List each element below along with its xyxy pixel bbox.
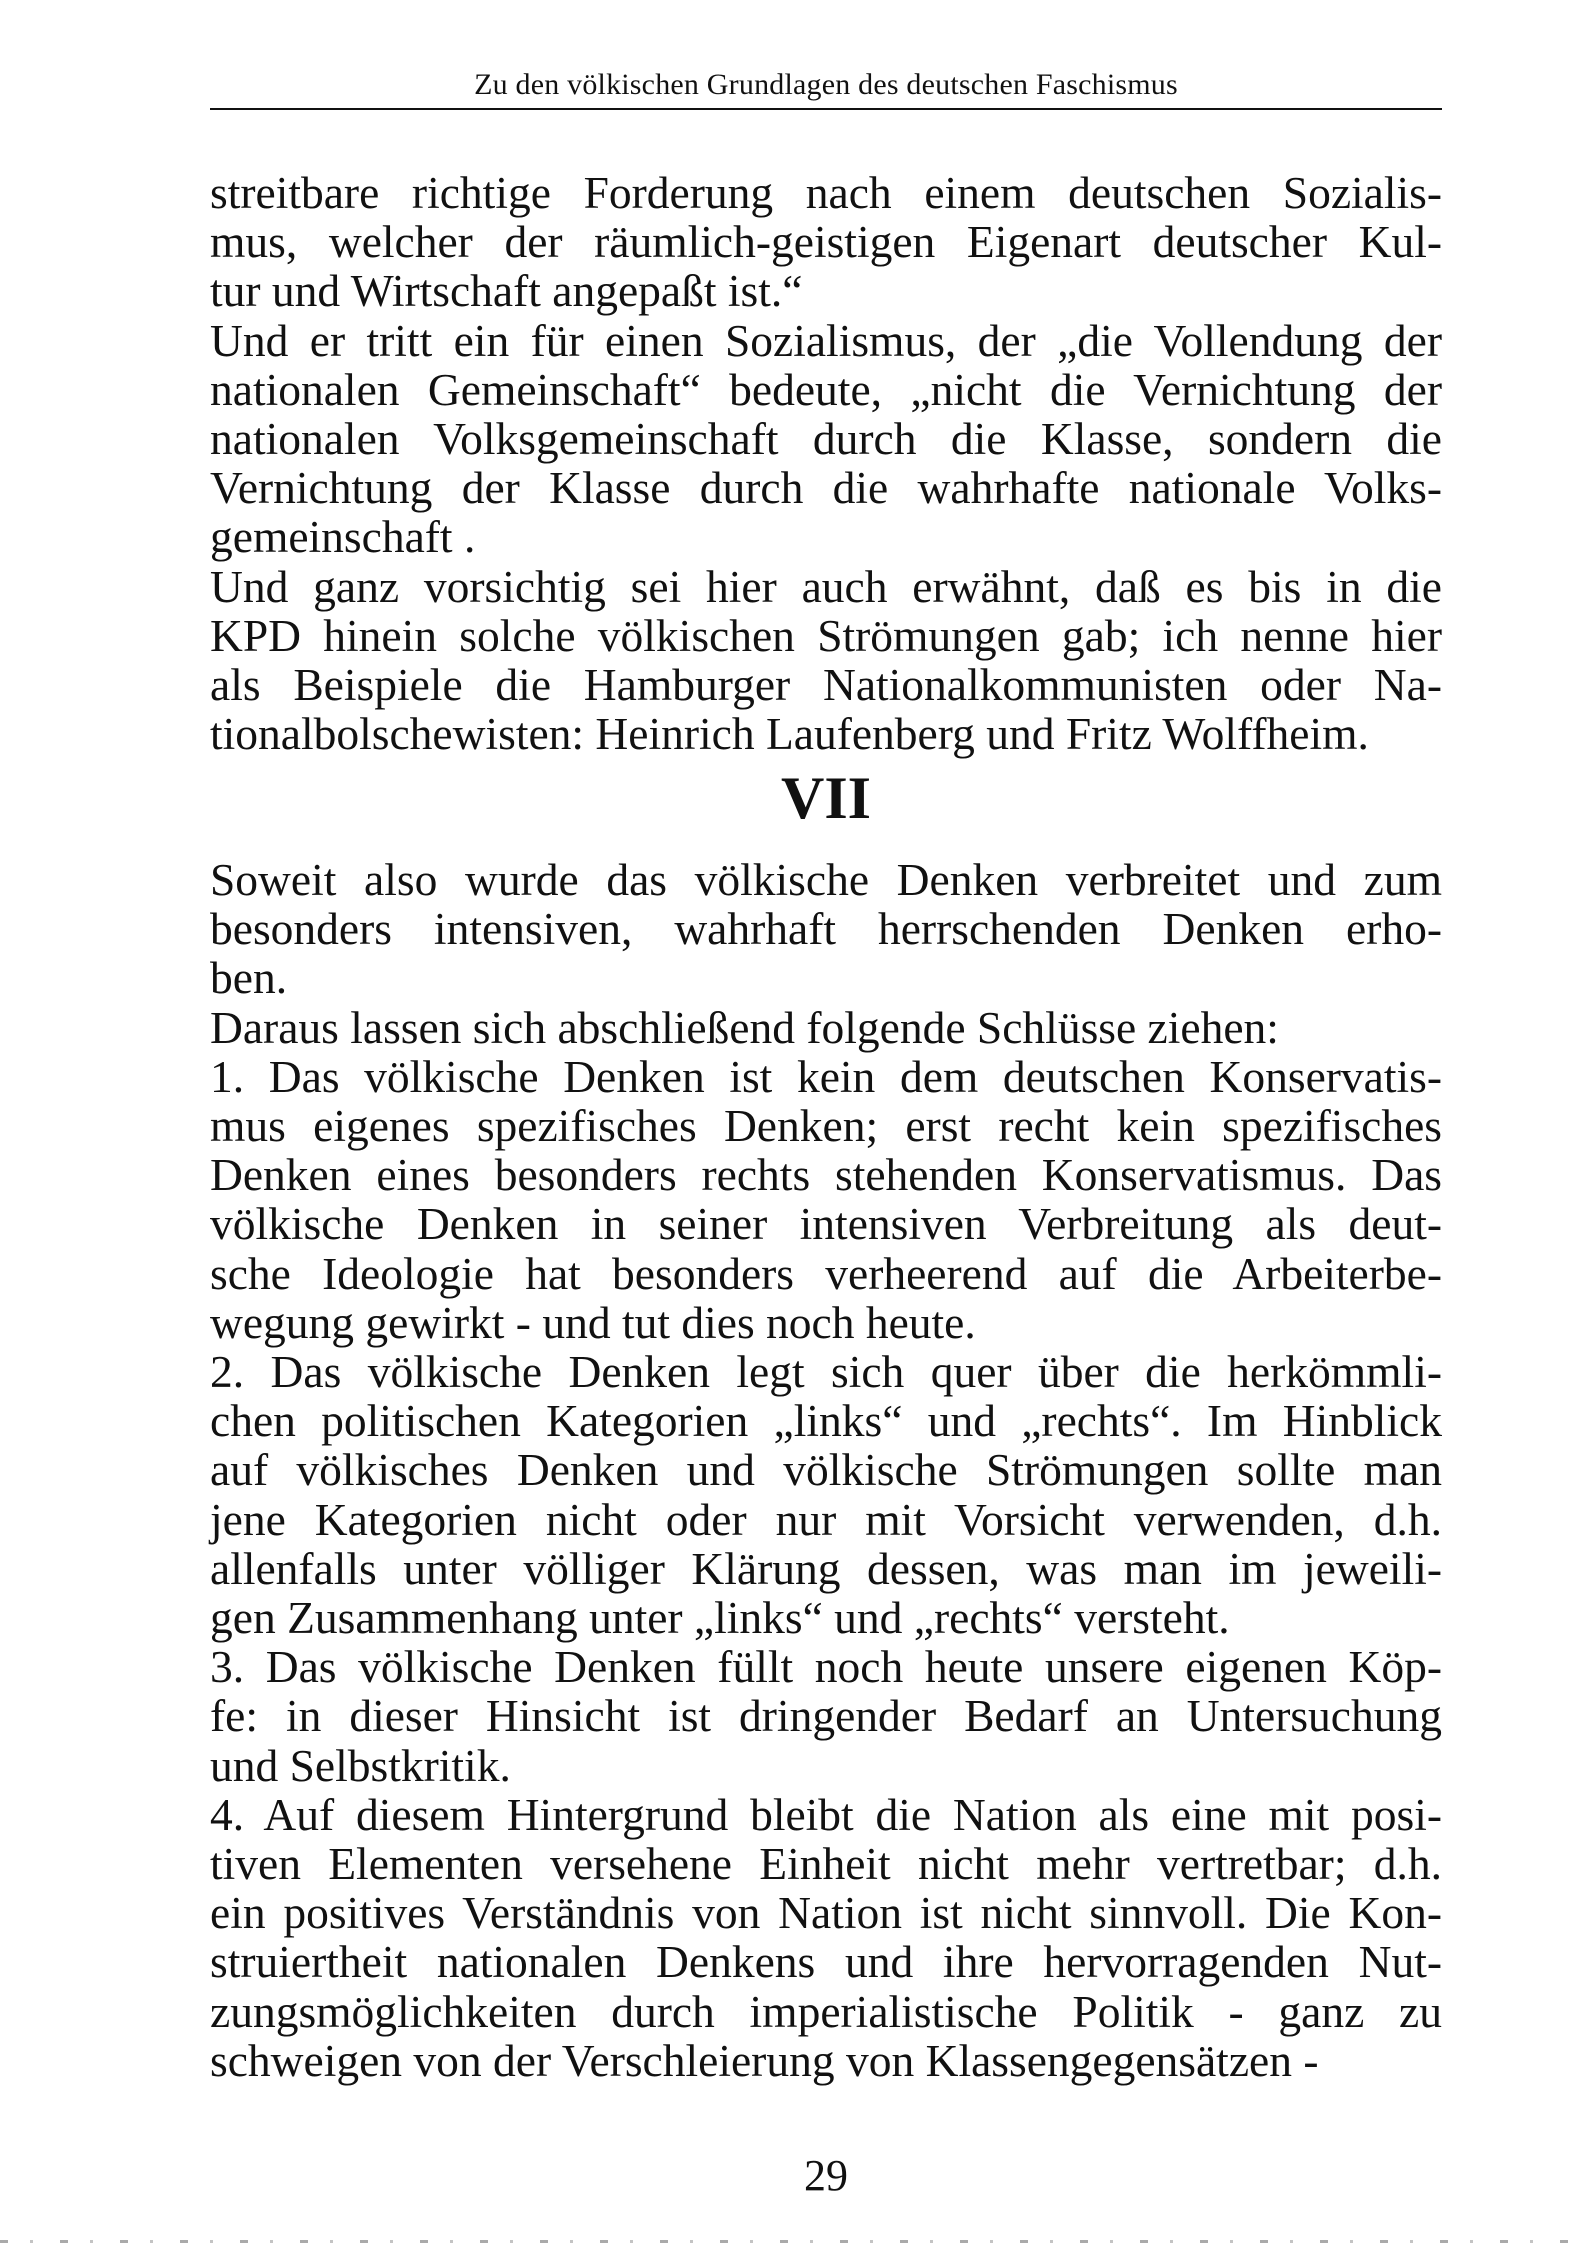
text-line: jene Kategorien nicht oder nur mit Vorsicht verwenden, d.h. (210, 1493, 1442, 1545)
text-line: gemeinschaft . (210, 511, 476, 563)
text-line: KPD hinein solche völkischen Strömungen gab; ich nenne hier (210, 609, 1442, 661)
text-line: völkische Denken in seiner intensiven Verbreitung als deut- (210, 1198, 1442, 1250)
text-line: Daraus lassen sich abschließend folgende Schlüsse ziehen: (210, 1001, 1279, 1053)
text-line: gen Zusammenhang unter „links“ und „rechts“ versteht. (210, 1592, 1230, 1644)
text-line: besonders intensiven, wahrhaft herrschenden Denken erho- (210, 903, 1442, 955)
text-line: 4. Auf diesem Hintergrund bleibt die Nation als eine mit posi- (210, 1788, 1442, 1840)
text-line: 1. Das völkische Denken ist kein dem deutschen Konservatis- (210, 1050, 1442, 1102)
text-line: tiven Elementen versehene Einheit nicht mehr vertretbar; d.h. (210, 1838, 1442, 1890)
text-line: nationalen Gemeinschaft“ bedeute, „nicht die Vernichtung der (210, 363, 1442, 415)
body-text-before-heading (210, 168, 1442, 758)
paragraph (210, 1347, 1442, 1642)
text-line: tionalbolschewisten: Heinrich Laufenberg und Fritz Wolffheim. (210, 708, 1369, 760)
paragraph (210, 168, 1442, 316)
page-number: 29 (804, 2151, 848, 2200)
text-line: zungsmöglichkeiten durch imperialistische Politik - ganz zu (210, 1985, 1442, 2037)
text-line: sche Ideologie hat besonders verheerend auf die Arbeiterbe- (210, 1247, 1442, 1299)
text-line: als Beispiele die Hamburger Nationalkommunisten oder Na- (210, 659, 1442, 711)
text-line: Denken eines besonders rechts stehenden Konservatismus. Das (210, 1149, 1442, 1201)
paragraph (210, 562, 1442, 759)
text-line: mus, welcher der räumlich-geistigen Eigenart deutscher Kul- (210, 216, 1442, 268)
text-line: schweigen von der Verschleierung von Klassengegensätzen - (210, 2034, 1319, 2086)
text-line: Vernichtung der Klasse durch die wahrhafte nationale Volks- (210, 462, 1442, 514)
paragraph (210, 1052, 1442, 1347)
text-line: chen politischen Kategorien „links“ und „rechts“. Im Hinblick (210, 1395, 1442, 1447)
text-line: Und er tritt ein für einen Sozialismus, der „die Vollendung der (210, 314, 1442, 366)
text-line: Soweit also wurde das völkische Denken verbreitet und zum (210, 854, 1442, 905)
text-line: auf völkisches Denken und völkische Strömungen sollte man (210, 1444, 1442, 1496)
text-line: wegung gewirkt - und tut dies noch heute. (210, 1296, 976, 1348)
text-line: und Selbstkritik. (210, 1739, 511, 1791)
paragraph (210, 1790, 1442, 2085)
paragraph (210, 1003, 1442, 1052)
section-heading: VII (780, 765, 872, 831)
text-line: ben. (210, 952, 288, 1004)
text-line: tur und Wirtschaft angepaßt ist.“ (210, 265, 803, 317)
paragraph (210, 855, 1442, 1003)
text-line: allenfalls unter völliger Klärung dessen, was man im jeweili- (210, 1542, 1442, 1594)
text-line: nationalen Volksgemeinschaft durch die Klasse, sondern die (210, 413, 1442, 465)
text-line: Und ganz vorsichtig sei hier auch erwähnt, daß es bis in die (210, 560, 1442, 612)
text-line: fe: in dieser Hinsicht ist dringender Bedarf an Untersuchung (210, 1690, 1442, 1742)
text-line: streitbare richtige Forderung nach einem deutschen Sozialis- (210, 167, 1442, 218)
text-line: mus eigenes spezifisches Denken; erst recht kein spezifisches (210, 1100, 1442, 1152)
running-header: Zu den völkischen Grundlagen des deutschen Faschismus (474, 68, 1178, 101)
text-line: 2. Das völkische Denken legt sich quer über die herkömmli- (210, 1346, 1442, 1398)
paragraph (210, 1642, 1442, 1790)
text-line: ein positives Verständnis von Nation ist nicht sinnvoll. Die Kon- (210, 1887, 1442, 1939)
scan-edge-artifact (0, 2240, 1571, 2243)
text-line: struiertheit nationalen Denkens und ihre hervorragenden Nut- (210, 1936, 1442, 1988)
header-rule (210, 108, 1442, 110)
text-line: 3. Das völkische Denken füllt noch heute unsere eigenen Köp- (210, 1641, 1442, 1693)
paragraph (210, 316, 1442, 562)
body-text-after-heading (210, 855, 1442, 2085)
